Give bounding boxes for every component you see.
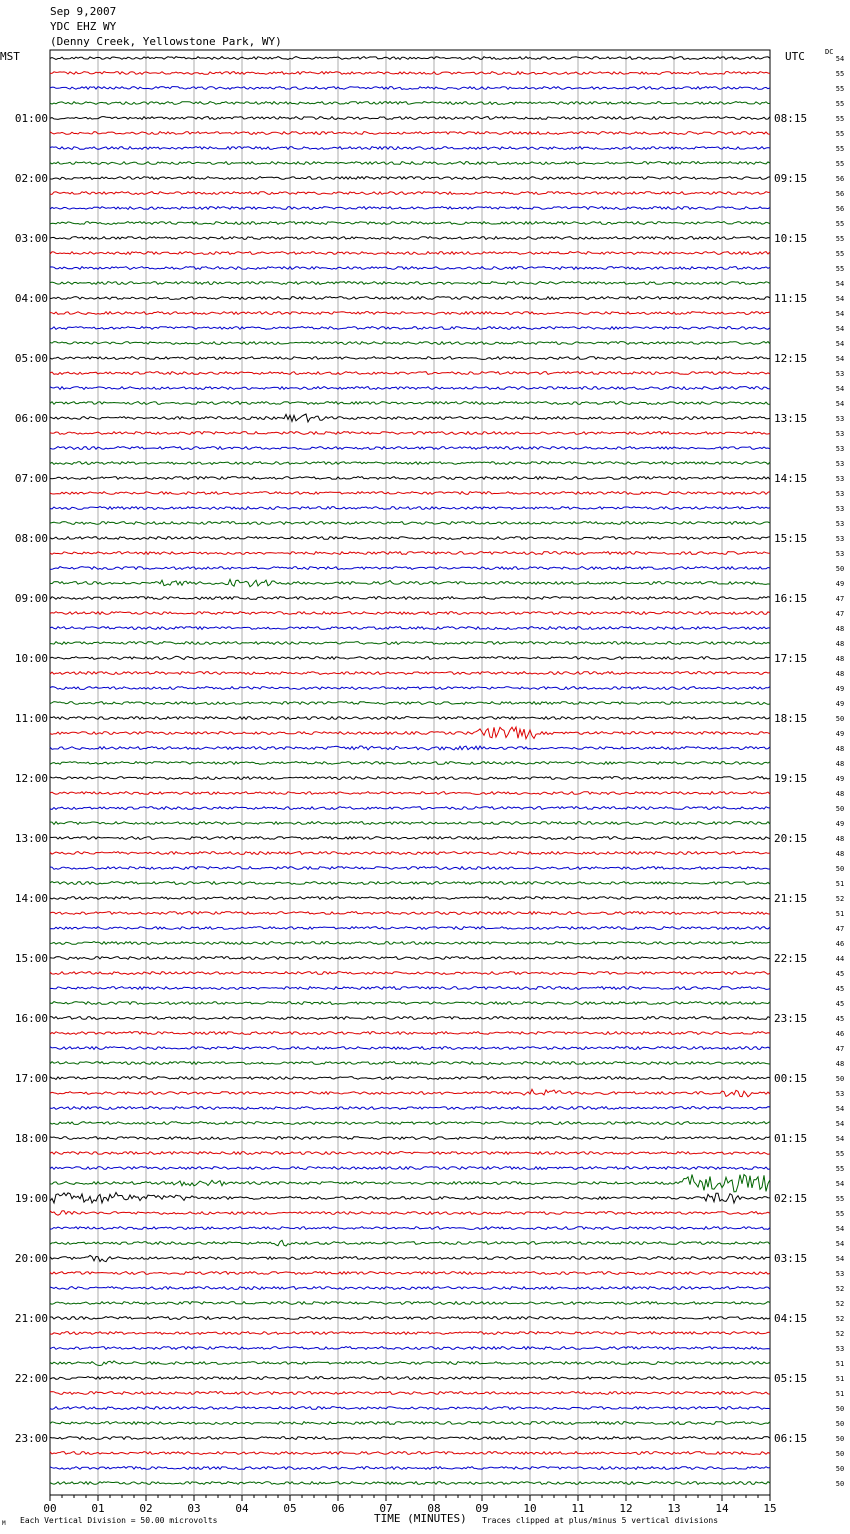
trace-line — [50, 132, 770, 135]
x-tick-label: 15 — [763, 1502, 777, 1515]
dc-offset-label: 53 — [835, 1090, 845, 1098]
dc-offset-label: 49 — [835, 775, 845, 783]
trace-line — [50, 1302, 770, 1305]
trace-line — [50, 1017, 770, 1020]
dc-offset-label: 52 — [835, 1300, 845, 1308]
trace-line — [50, 597, 770, 600]
right-timezone-label: UTC — [785, 50, 805, 63]
right-hour-label: 08:15 — [774, 112, 808, 125]
trace-line — [50, 1152, 770, 1155]
right-hour-label: 11:15 — [774, 292, 808, 305]
dc-offset-label: 49 — [835, 730, 845, 738]
trace-line — [50, 762, 770, 765]
left-hour-label: 08:00 — [14, 532, 48, 545]
dc-offset-label: 53 — [835, 445, 845, 453]
trace-line — [50, 477, 770, 480]
trace-line — [50, 1361, 770, 1366]
trace-line — [50, 57, 770, 60]
dc-offset-label: 53 — [835, 415, 845, 423]
trace-line — [50, 807, 770, 810]
trace-line — [50, 1422, 770, 1425]
dc-offset-label: 54 — [835, 325, 845, 333]
dc-offset-header: DC — [825, 48, 834, 56]
x-tick-label: 11 — [571, 1502, 585, 1515]
trace-line — [50, 1482, 770, 1485]
trace-line — [50, 1211, 770, 1215]
trace-line — [50, 372, 770, 375]
trace-line — [50, 882, 770, 885]
trace-line — [50, 1407, 770, 1410]
dc-offset-label: 50 — [835, 1450, 845, 1458]
dc-offset-label: 52 — [835, 1285, 845, 1293]
trace-line — [50, 717, 770, 720]
trace-line — [50, 642, 770, 645]
trace-line — [50, 1272, 770, 1275]
station-location: (Denny Creek, Yellowstone Park, WY) — [50, 35, 282, 48]
dc-offset-label: 49 — [835, 700, 845, 708]
right-hour-label: 14:15 — [774, 472, 808, 485]
trace-line — [50, 387, 770, 390]
dc-offset-label: 51 — [835, 880, 845, 888]
dc-offset-label: 54 — [835, 55, 845, 63]
right-hour-label: 17:15 — [774, 652, 808, 665]
dc-offset-label: 50 — [835, 805, 845, 813]
trace-line — [50, 222, 770, 225]
dc-offset-label: 50 — [835, 1420, 845, 1428]
trace-line — [50, 746, 770, 750]
dc-offset-label: 48 — [835, 655, 845, 663]
dc-offset-label: 52 — [835, 895, 845, 903]
trace-line — [50, 1062, 770, 1065]
trace-line — [50, 1137, 770, 1140]
left-hour-label: 16:00 — [14, 1012, 48, 1025]
trace-line — [50, 987, 770, 990]
x-tick-label: 01 — [91, 1502, 105, 1515]
dc-offset-label: 55 — [835, 235, 845, 243]
trace-line — [50, 192, 770, 195]
right-hour-label: 18:15 — [774, 712, 808, 725]
trace-line — [50, 627, 770, 630]
dc-offset-label: 50 — [835, 1405, 845, 1413]
trace-line — [50, 72, 770, 75]
trace-line — [50, 207, 770, 210]
dc-offset-label: 54 — [835, 1255, 845, 1263]
trace-line — [50, 537, 770, 540]
trace-line — [50, 822, 770, 825]
trace-line — [50, 1377, 770, 1380]
x-tick-label: 10 — [523, 1502, 537, 1515]
trace-line — [50, 1107, 770, 1110]
trace-line — [50, 1192, 770, 1203]
trace-line — [50, 1287, 770, 1290]
dc-offset-label: 55 — [835, 1195, 845, 1203]
dc-offset-label: 47 — [835, 1045, 845, 1053]
trace-line — [50, 792, 770, 795]
right-hour-label: 00:15 — [774, 1072, 808, 1085]
dc-offset-label: 49 — [835, 580, 845, 588]
left-hour-label: 10:00 — [14, 652, 48, 665]
x-tick-label: 13 — [667, 1502, 681, 1515]
right-hour-label: 09:15 — [774, 172, 808, 185]
trace-line — [50, 117, 770, 120]
trace-line — [50, 432, 770, 435]
dc-offset-label: 54 — [835, 1240, 845, 1248]
left-hour-label: 07:00 — [14, 472, 48, 485]
right-hour-label: 19:15 — [774, 772, 808, 785]
trace-line — [50, 492, 770, 495]
dc-offset-label: 48 — [835, 790, 845, 798]
trace-line — [50, 702, 770, 705]
dc-offset-label: 48 — [835, 1060, 845, 1068]
dc-offset-label: 51 — [835, 1375, 845, 1383]
trace-line — [50, 612, 770, 615]
left-hour-label: 01:00 — [14, 112, 48, 125]
dc-offset-label: 50 — [835, 1435, 845, 1443]
dc-offset-label: 55 — [835, 70, 845, 78]
trace-line — [50, 672, 770, 675]
dc-offset-label: 55 — [835, 265, 845, 273]
trace-line — [50, 837, 770, 840]
dc-offset-label: 50 — [835, 1465, 845, 1473]
x-tick-label: 05 — [283, 1502, 297, 1515]
trace-line — [50, 414, 770, 422]
scale-note: Each Vertical Division = 50.00 microvolts — [20, 1516, 218, 1525]
left-hour-label: 22:00 — [14, 1372, 48, 1385]
trace-line — [50, 1332, 770, 1335]
dc-offset-label: 54 — [835, 355, 845, 363]
dc-offset-label: 51 — [835, 1390, 845, 1398]
trace-line — [50, 312, 770, 315]
dc-offset-label: 55 — [835, 145, 845, 153]
dc-offset-label: 53 — [835, 1345, 845, 1353]
left-hour-label: 19:00 — [14, 1192, 48, 1205]
right-hour-label: 04:15 — [774, 1312, 808, 1325]
right-hour-label: 01:15 — [774, 1132, 808, 1145]
right-hour-label: 03:15 — [774, 1252, 808, 1265]
dc-offset-label: 44 — [835, 955, 845, 963]
trace-line — [50, 237, 770, 240]
trace-line — [50, 912, 770, 915]
left-hour-label: 20:00 — [14, 1252, 48, 1265]
dc-offset-label: 53 — [835, 460, 845, 468]
corner-mark: M — [2, 1520, 6, 1527]
right-hour-label: 05:15 — [774, 1372, 808, 1385]
trace-line — [50, 1467, 770, 1470]
x-axis-label: TIME (MINUTES) — [374, 1512, 467, 1525]
right-hour-label: 13:15 — [774, 412, 808, 425]
trace-line — [50, 297, 770, 300]
left-hour-label: 14:00 — [14, 892, 48, 905]
trace-line — [50, 282, 770, 285]
trace-line — [50, 1227, 770, 1230]
dc-offset-label: 51 — [835, 910, 845, 918]
right-hour-label: 22:15 — [774, 952, 808, 965]
x-tick-label: 03 — [187, 1502, 201, 1515]
dc-offset-label: 54 — [835, 1225, 845, 1233]
dc-offset-label: 46 — [835, 1030, 845, 1038]
trace-line — [50, 1347, 770, 1350]
x-tick-label: 06 — [331, 1502, 345, 1515]
trace-line — [50, 147, 770, 150]
dc-offset-label: 54 — [835, 280, 845, 288]
dc-offset-label: 54 — [835, 385, 845, 393]
dc-offset-label: 48 — [835, 835, 845, 843]
trace-line — [50, 357, 770, 360]
dc-offset-label: 45 — [835, 1015, 845, 1023]
left-hour-label: 15:00 — [14, 952, 48, 965]
trace-line — [50, 1317, 770, 1320]
dc-offset-label: 55 — [835, 1210, 845, 1218]
trace-line — [50, 727, 770, 739]
trace-line — [50, 656, 770, 659]
left-hour-label: 12:00 — [14, 772, 48, 785]
dc-offset-label: 55 — [835, 130, 845, 138]
dc-offset-label: 53 — [835, 430, 845, 438]
dc-offset-label: 50 — [835, 865, 845, 873]
dc-offset-label: 54 — [835, 1135, 845, 1143]
trace-line — [50, 777, 770, 780]
dc-offset-label: 47 — [835, 610, 845, 618]
dc-offset-label: 50 — [835, 1075, 845, 1083]
trace-line — [50, 567, 770, 570]
trace-line — [50, 252, 770, 255]
left-hour-label: 13:00 — [14, 832, 48, 845]
right-hour-label: 23:15 — [774, 1012, 808, 1025]
dc-offset-label: 47 — [835, 925, 845, 933]
dc-offset-label: 55 — [835, 100, 845, 108]
right-hour-label: 10:15 — [774, 232, 808, 245]
trace-line — [50, 1452, 770, 1455]
dc-offset-label: 55 — [835, 220, 845, 228]
left-hour-label: 23:00 — [14, 1432, 48, 1445]
trace-line — [50, 867, 770, 870]
left-hour-label: 09:00 — [14, 592, 48, 605]
trace-line — [50, 1175, 770, 1192]
trace-line — [50, 1167, 770, 1170]
left-hour-label: 21:00 — [14, 1312, 48, 1325]
x-tick-label: 07 — [379, 1502, 393, 1515]
trace-line — [50, 1032, 770, 1035]
right-hour-label: 16:15 — [774, 592, 808, 605]
dc-offset-label: 48 — [835, 640, 845, 648]
x-tick-label: 08 — [427, 1502, 441, 1515]
trace-line — [50, 552, 770, 555]
dc-offset-label: 48 — [835, 850, 845, 858]
dc-offset-label: 48 — [835, 625, 845, 633]
left-hour-label: 18:00 — [14, 1132, 48, 1145]
dc-offset-label: 54 — [835, 400, 845, 408]
dc-offset-label: 49 — [835, 820, 845, 828]
dc-offset-label: 54 — [835, 295, 845, 303]
dc-offset-label: 45 — [835, 970, 845, 978]
dc-offset-label: 45 — [835, 1000, 845, 1008]
dc-offset-label: 50 — [835, 715, 845, 723]
x-tick-label: 14 — [715, 1502, 729, 1515]
left-hour-label: 04:00 — [14, 292, 48, 305]
dc-offset-label: 53 — [835, 490, 845, 498]
right-hour-label: 21:15 — [774, 892, 808, 905]
trace-line — [50, 447, 770, 450]
trace-line — [50, 927, 770, 930]
trace-line — [50, 1089, 770, 1096]
trace-line — [50, 1392, 770, 1395]
left-hour-label: 11:00 — [14, 712, 48, 725]
dc-offset-label: 55 — [835, 85, 845, 93]
trace-line — [50, 1240, 770, 1246]
trace-line — [50, 957, 770, 960]
trace-line — [50, 267, 770, 270]
trace-line — [50, 1002, 770, 1005]
left-hour-label: 05:00 — [14, 352, 48, 365]
left-hour-label: 17:00 — [14, 1072, 48, 1085]
left-hour-label: 06:00 — [14, 412, 48, 425]
trace-line — [50, 87, 770, 90]
x-tick-label: 02 — [139, 1502, 153, 1515]
trace-line — [50, 1437, 770, 1440]
trace-line — [50, 897, 770, 900]
dc-offset-label: 56 — [835, 175, 845, 183]
dc-offset-label: 54 — [835, 310, 845, 318]
dc-offset-label: 53 — [835, 520, 845, 528]
dc-offset-label: 46 — [835, 940, 845, 948]
trace-line — [50, 1077, 770, 1080]
trace-line — [50, 942, 770, 945]
left-hour-label: 02:00 — [14, 172, 48, 185]
dc-offset-label: 54 — [835, 1180, 845, 1188]
dc-offset-label: 53 — [835, 1270, 845, 1278]
trace-line — [50, 177, 770, 180]
dc-offset-label: 56 — [835, 205, 845, 213]
trace-line — [50, 1255, 770, 1261]
x-tick-label: 12 — [619, 1502, 633, 1515]
dc-offset-label: 55 — [835, 1150, 845, 1158]
dc-offset-label: 47 — [835, 595, 845, 603]
dc-offset-label: 45 — [835, 985, 845, 993]
dc-offset-label: 54 — [835, 1105, 845, 1113]
trace-line — [50, 342, 770, 345]
right-hour-label: 20:15 — [774, 832, 808, 845]
dc-offset-label: 48 — [835, 760, 845, 768]
right-hour-label: 15:15 — [774, 532, 808, 545]
dc-offset-label: 48 — [835, 670, 845, 678]
dc-offset-label: 52 — [835, 1330, 845, 1338]
station-code: YDC EHZ WY — [50, 20, 117, 33]
trace-line — [50, 162, 770, 165]
x-tick-label: 00 — [43, 1502, 57, 1515]
dc-offset-label: 55 — [835, 1165, 845, 1173]
dc-offset-label: 50 — [835, 565, 845, 573]
dc-offset-label: 55 — [835, 160, 845, 168]
dc-offset-label: 48 — [835, 745, 845, 753]
trace-line — [50, 1122, 770, 1125]
dc-offset-label: 54 — [835, 340, 845, 348]
trace-line — [50, 579, 770, 586]
right-hour-label: 12:15 — [774, 352, 808, 365]
dc-offset-label: 55 — [835, 250, 845, 258]
trace-line — [50, 402, 770, 405]
dc-offset-label: 53 — [835, 550, 845, 558]
dc-offset-label: 51 — [835, 1360, 845, 1368]
right-hour-label: 02:15 — [774, 1192, 808, 1205]
dc-offset-label: 54 — [835, 1120, 845, 1128]
trace-line — [50, 972, 770, 975]
left-hour-label: 03:00 — [14, 232, 48, 245]
left-timezone-label: MST — [0, 50, 20, 63]
plot-date: Sep 9,2007 — [50, 5, 117, 18]
dc-offset-label: 53 — [835, 475, 845, 483]
dc-offset-label: 55 — [835, 115, 845, 123]
right-hour-label: 06:15 — [774, 1432, 808, 1445]
dc-offset-label: 53 — [835, 535, 845, 543]
trace-line — [50, 852, 770, 855]
trace-line — [50, 462, 770, 465]
trace-line — [50, 507, 770, 510]
dc-offset-label: 52 — [835, 1315, 845, 1323]
trace-line — [50, 102, 770, 105]
x-tick-label: 04 — [235, 1502, 249, 1515]
dc-offset-label: 53 — [835, 370, 845, 378]
trace-line — [50, 327, 770, 330]
trace-line — [50, 522, 770, 525]
trace-line — [50, 687, 770, 690]
dc-offset-label: 49 — [835, 685, 845, 693]
trace-line — [50, 1047, 770, 1050]
dc-offset-label: 53 — [835, 505, 845, 513]
dc-offset-label: 50 — [835, 1480, 845, 1488]
clip-note: Traces clipped at plus/minus 5 vertical divisions — [482, 1516, 719, 1525]
dc-offset-label: 56 — [835, 190, 845, 198]
x-tick-label: 09 — [475, 1502, 489, 1515]
